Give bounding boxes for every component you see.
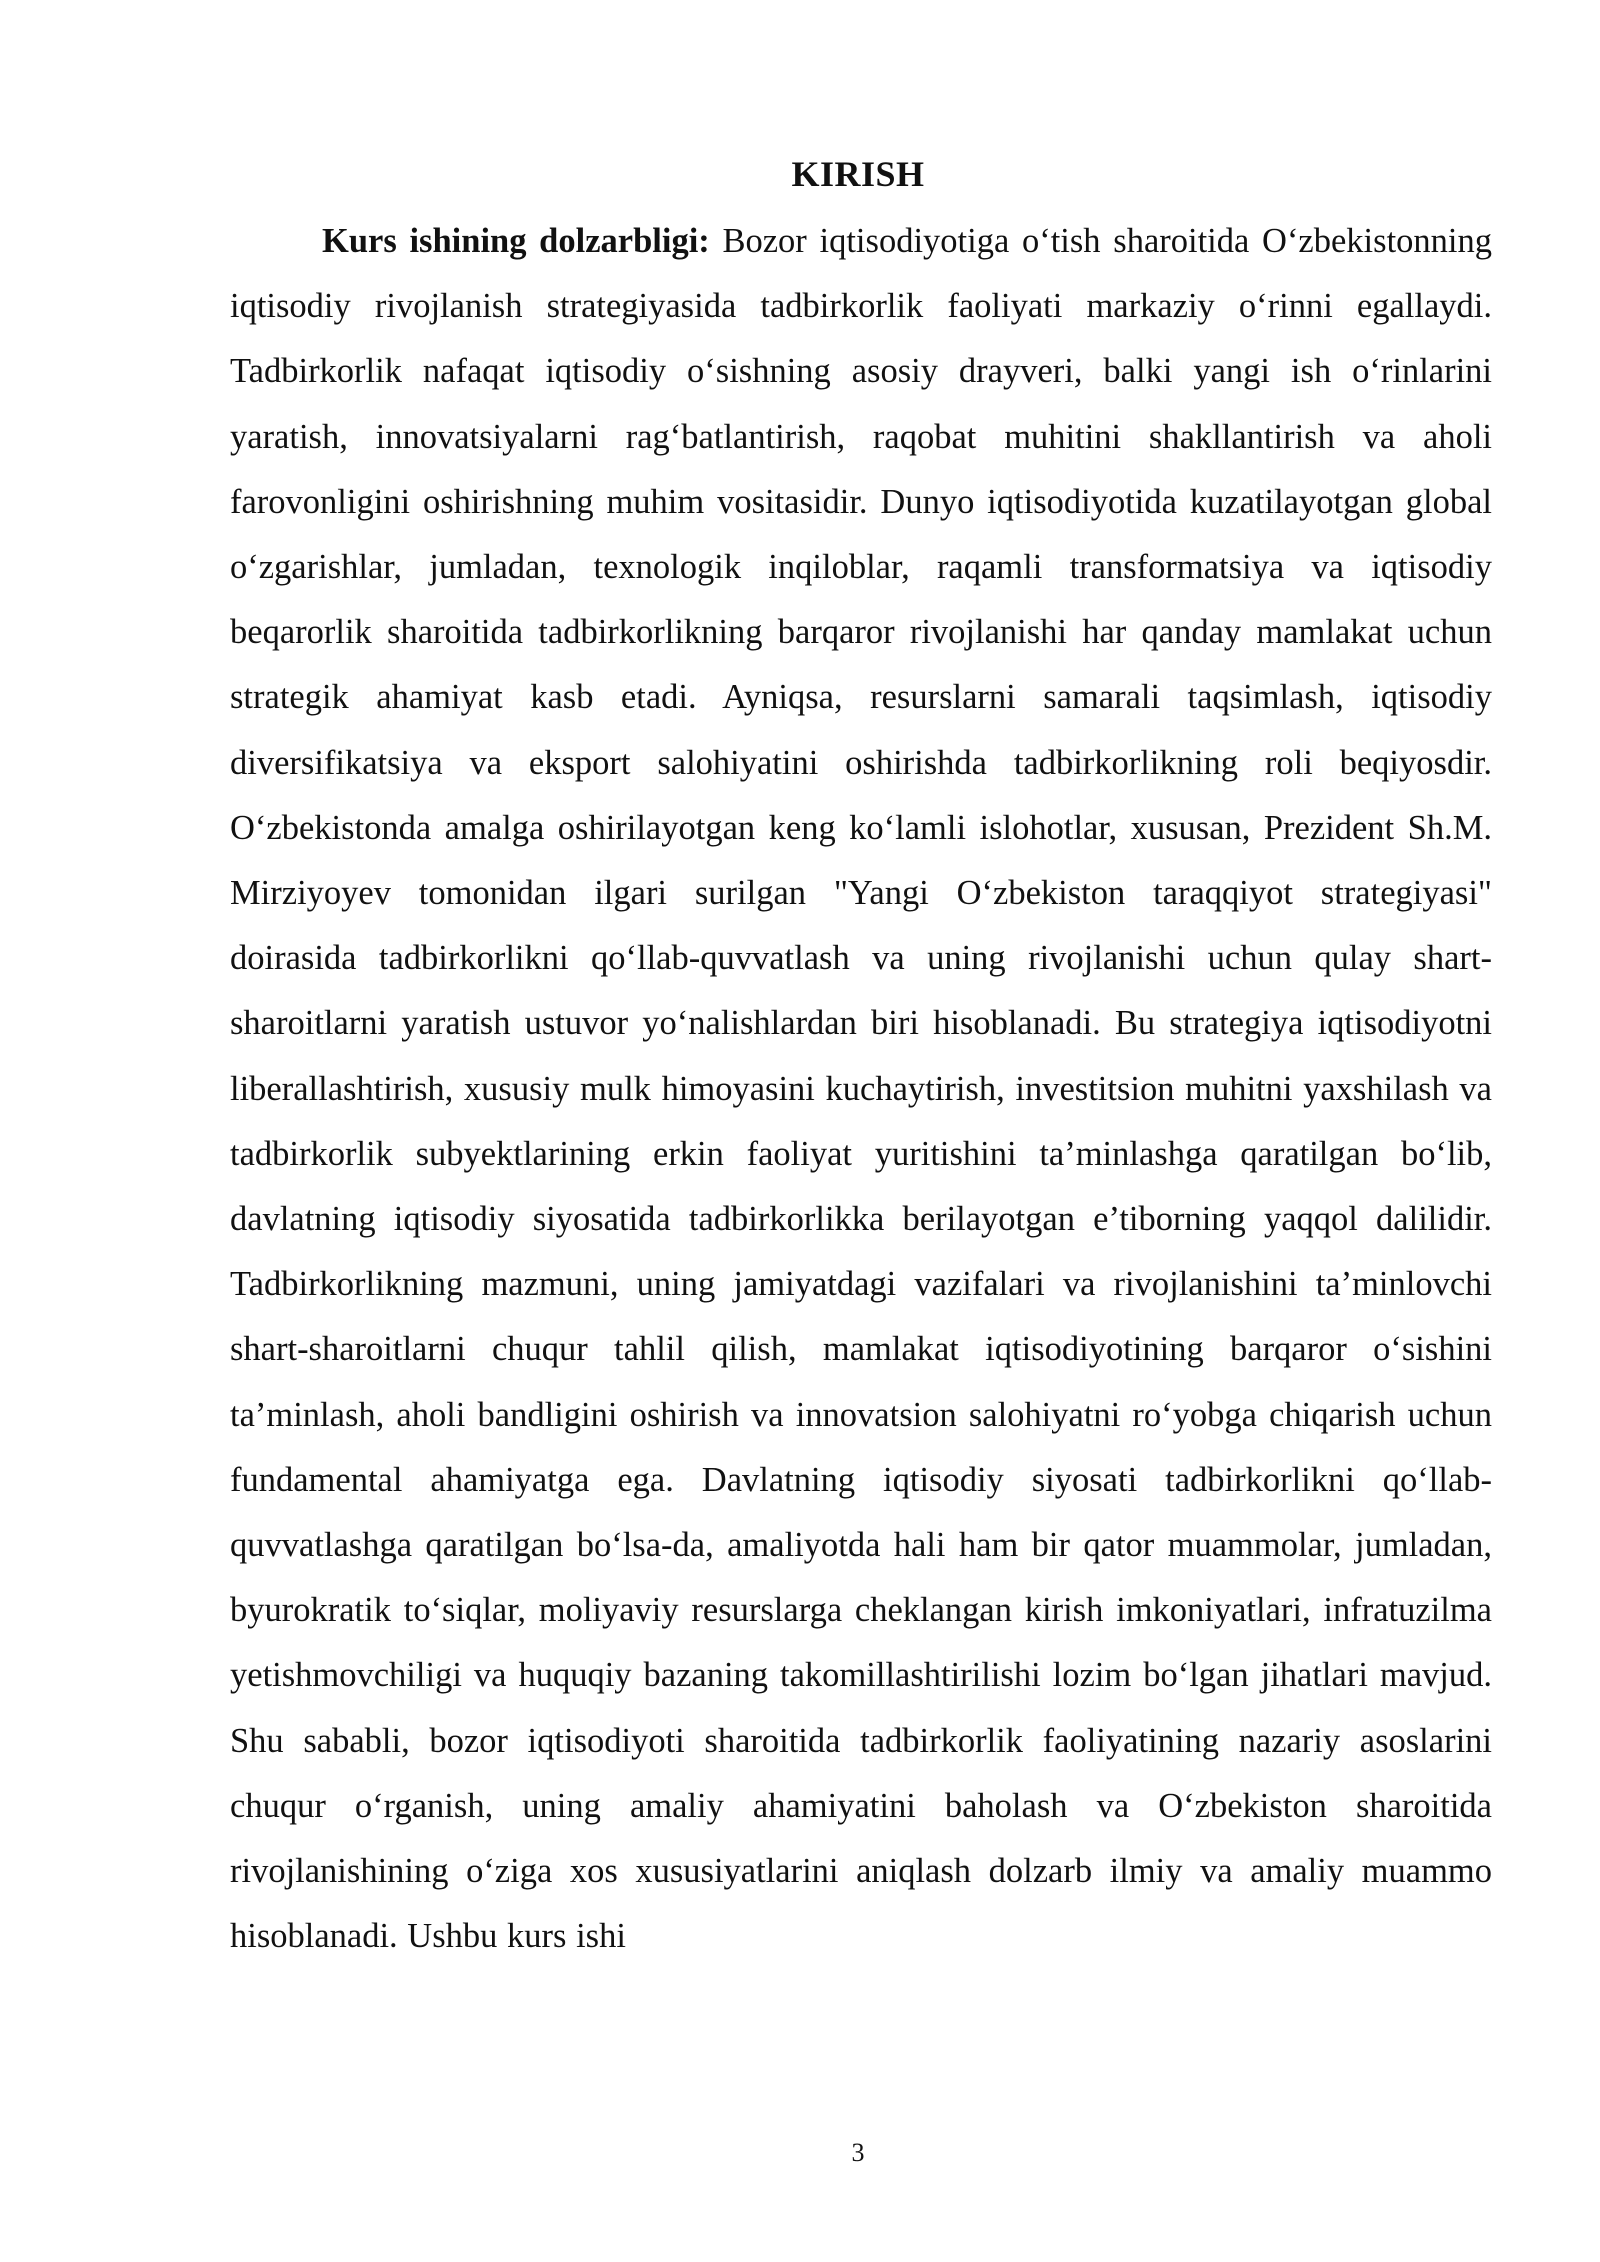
paragraph-lead: Kurs ishining dolzarbligi: [322,222,710,260]
paragraph-text: Bozor iqtisodiyotiga o‘tish sharoitida O‘zbekistonning iqtisodiy rivojlanish strategiyasida tadbirkorlik faoliyati markaziy o‘rinni egallaydi. Tadbirkorlik nafaqat iqtisodiy o‘sishning asosiy drayveri, balki yangi ish o‘rinlarini yaratish, innovatsiyalarni rag‘batlantirish, raqobat muhitini shakllantirish va aholi farovonligini oshirishning muhim vositasidir. Dunyo iqtisodiyotida kuzatilayotgan global o‘zgarishlar, jumladan, texnologik inqiloblar, raqamli transformatsiya va iqtisodiy beqarorlik sharoitida tadbirkorlikning barqaror rivojlanishi har qanday mamlakat uchun strategik ahamiyat kasb etadi. Ayniqsa, resurslarni samarali taqsimlash, iqtisodiy diversifikatsiya va eksport salohiyatini oshirishda tadbirkorlikning roli beqiyosdir. O‘zbekistonda amalga oshirilayotgan keng ko‘lamli islohotlar, xususan, Prezident Sh.M. Mirziyoyev tomonidan ilgari surilgan "Yangi O‘zbekiston taraqqiyot strategiyasi" doirasida tadbirkorlikni qo‘llab-quvvatlash va uning rivojlanishi uchun qulay shart-sharoitlarni yaratish ustuvor yo‘nalishlardan biri hisoblanadi. Bu strategiya iqtisodiyotni liberallashtirish, xususiy mulk himoyasini kuchaytirish, investitsion muhitni yaxshilash va tadbirkorlik subyektlarining erkin faoliyat yuritishini ta’minlashga qaratilgan bo‘lib, davlatning iqtisodiy siyosatida tadbirkorlikka berilayotgan e’tiborning yaqqol dalilidir. Tadbirkorlikning mazmuni, uning jamiyatdagi vazifalari va rivojlanishini ta’minlovchi shart-sharoitlarni chuqur tahlil qilish, mamlakat iqtisodiyotining barqaror o‘sishini ta’minlash, aholi bandligini oshirish va innovatsion salohiyatni ro‘yobga chiqarish uchun fundamental ahamiyatga ega. Davlatning iqtisodiy siyosati tadbirkorlikni qo‘llab-quvvatlashga qaratilgan bo‘lsa-da, amaliyotda hali ham bir qator muammolar, jumladan, byurokratik to‘siqlar, moliyaviy resurslarga cheklangan kirish imkoniyatlari, infratuzilma yetishmovchiligi va huquqiy bazaning takomillashtirilishi lozim bo‘lgan jihatlari mavjud. Shu sababli, bozor iqtisodiyoti sharoitida tadbirkorlik faoliyatining nazariy asoslarini chuqur o‘rganish, uning amaliy ahamiyatini baholash va O‘zbekiston sharoitida rivojlanishining o‘ziga xos xususiyatlarini aniqlash dolzarb ilmiy va amaliy muammo hisoblanadi. Ushbu kurs ishi [230,222,1492,1956]
page-number: 3 [851,2138,865,2167]
body-paragraph [230,209,1492,1969]
section-heading: KIRISH [791,154,925,194]
